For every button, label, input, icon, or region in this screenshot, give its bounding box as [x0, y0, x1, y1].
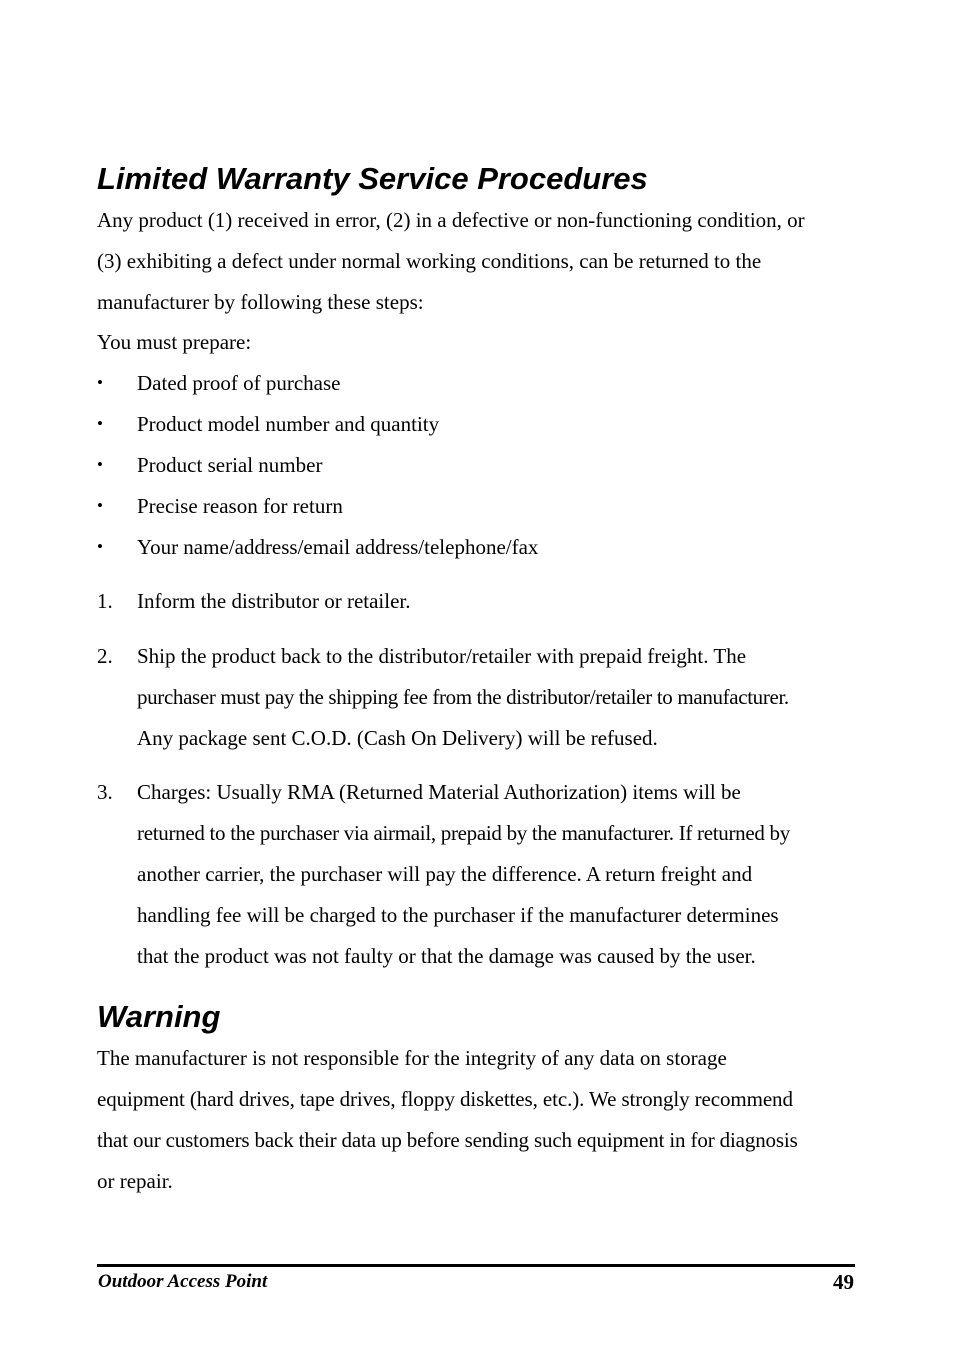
list-item-text: Your name/address/email address/telephone/fax: [137, 535, 539, 559]
step-text-line: handling fee will be charged to the purchaser if the manufacturer determines: [137, 903, 779, 927]
bullet-icon: •: [97, 455, 103, 474]
warranty-intro-line: manufacturer by following these steps:: [97, 290, 424, 314]
bullet-icon: •: [97, 373, 103, 392]
warning-text-line: that our customers back their data up before sending such equipment in for diagnosis: [97, 1128, 798, 1152]
step-text-line: Any package sent C.O.D. (Cash On Delivery) will be refused.: [137, 726, 658, 750]
list-item-text: Product serial number: [137, 453, 323, 477]
step-text-line: another carrier, the purchaser will pay the difference. A return freight and: [137, 862, 753, 886]
warning-heading: Warning: [97, 999, 221, 1034]
step-text-line: returned to the purchaser via airmail, prepaid by the manufacturer. If returned by: [137, 821, 790, 845]
footer-title: Outdoor Access Point: [98, 1271, 268, 1292]
warranty-heading: Limited Warranty Service Procedures: [97, 161, 648, 196]
step-text-line: purchaser must pay the shipping fee from the distributor/retailer to manufacturer.: [137, 685, 789, 709]
footer-divider: [97, 1264, 855, 1267]
warning-text-line: The manufacturer is not responsible for the integrity of any data on storage: [97, 1046, 727, 1070]
step-number: 3.: [97, 780, 113, 804]
bullet-icon: •: [97, 537, 103, 556]
bullet-icon: •: [97, 414, 103, 433]
page-number: 49: [833, 1270, 854, 1294]
list-item-text: Precise reason for return: [137, 494, 343, 518]
step-text-line: Ship the product back to the distributor/retailer with prepaid freight. The: [137, 644, 747, 668]
warning-text-line: or repair.: [97, 1169, 173, 1193]
warning-text-line: equipment (hard drives, tape drives, floppy diskettes, etc.). We strongly recommend: [97, 1087, 793, 1111]
step-text-line: Inform the distributor or retailer.: [137, 589, 411, 613]
warranty-intro-line: Any product (1) received in error, (2) in a defective or non-functioning condition, or: [97, 208, 805, 232]
step-text-line: that the product was not faulty or that the damage was caused by the user.: [137, 944, 756, 968]
step-text-line: Charges: Usually RMA (Returned Material Authorization) items will be: [137, 780, 741, 804]
step-number: 2.: [97, 644, 113, 668]
warranty-intro-line: (3) exhibiting a defect under normal working conditions, can be returned to the: [97, 249, 762, 273]
list-item-text: Dated proof of purchase: [137, 371, 341, 395]
prepare-label: You must prepare:: [97, 330, 252, 354]
step-number: 1.: [97, 589, 113, 613]
bullet-icon: •: [97, 496, 103, 515]
list-item-text: Product model number and quantity: [137, 412, 440, 436]
